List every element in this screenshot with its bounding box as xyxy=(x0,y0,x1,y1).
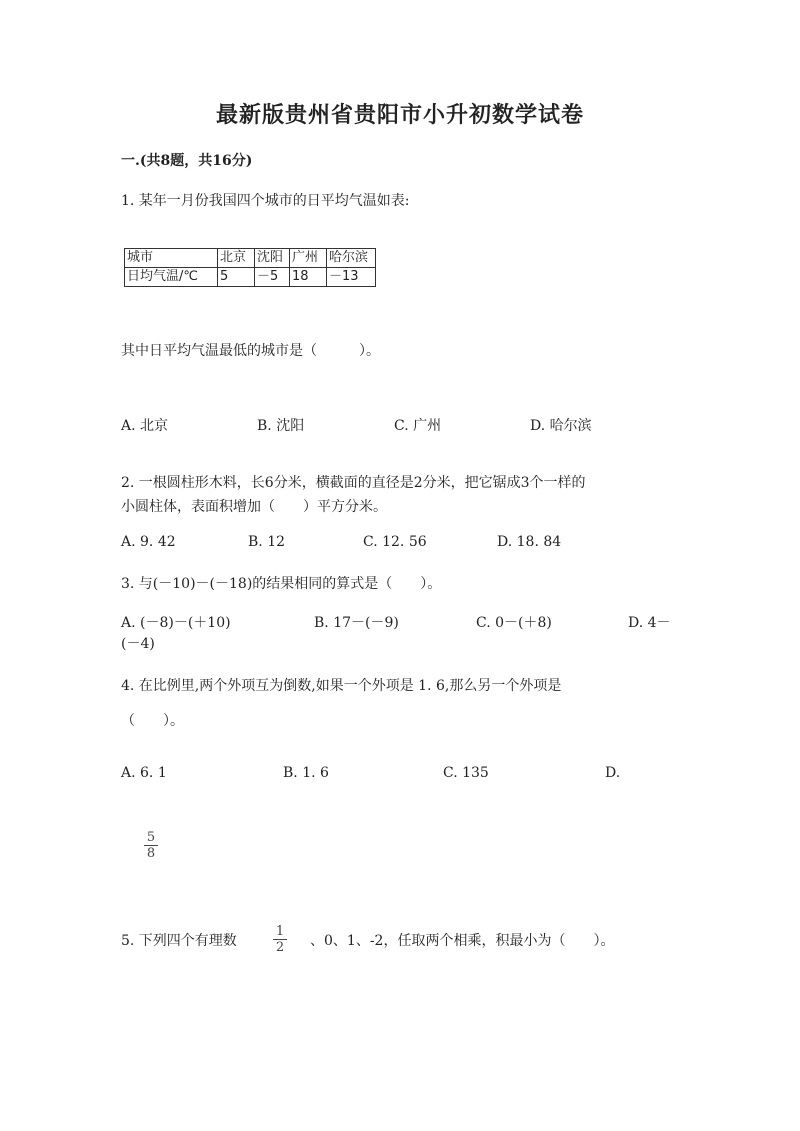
table-cell: 18 xyxy=(290,268,327,287)
q4-option-d-fraction xyxy=(144,831,158,860)
question-2-line-2: 小圆柱体，表面积增加（ ）平方分米。 xyxy=(121,499,387,515)
question-1-prompt: 其中日平均气温最低的城市是（ ）。 xyxy=(121,343,380,359)
table-cell: －5 xyxy=(255,268,290,287)
q3-option-c[interactable]: C. 0－(＋8) xyxy=(476,615,552,631)
question-4-line-2: （ ）。 xyxy=(121,713,184,729)
question-5-fraction xyxy=(273,925,287,954)
table-row xyxy=(125,249,376,268)
q3-option-d-continued: (－4) xyxy=(121,636,155,652)
question-2-line-1: 2. 一根圆柱形木料，长6分米，横截面的直径是2分米，把它锯成3个一样的 xyxy=(121,475,586,491)
table-cell: －13 xyxy=(327,268,376,287)
q4-option-b[interactable]: B. 1. 6 xyxy=(283,765,329,781)
q3-option-b[interactable]: B. 17－(－9) xyxy=(314,615,399,631)
table-cell: 日均气温/℃ xyxy=(125,268,218,287)
question-5-suffix: 、0、1、-2，任取两个相乘，积最小为（ ）。 xyxy=(310,933,615,949)
fraction-numerator: 5 xyxy=(146,830,156,845)
question-3-stem: 3. 与(－10)－(－18)的结果相同的算式是（ ）。 xyxy=(121,576,442,592)
temperature-table xyxy=(124,248,376,287)
table-cell: 广州 xyxy=(290,249,327,268)
fraction-denominator: 8 xyxy=(146,846,156,861)
q1-option-c[interactable]: C. 广州 xyxy=(394,418,442,434)
section-heading: 一.(共8题，共16分) xyxy=(121,153,253,169)
fraction-numerator: 1 xyxy=(275,924,285,939)
table-cell: 北京 xyxy=(218,249,255,268)
q4-option-a[interactable]: A. 6. 1 xyxy=(121,765,167,781)
table-row xyxy=(125,268,376,287)
q1-option-b[interactable]: B. 沈阳 xyxy=(257,418,305,434)
question-4-line-1: 4. 在比例里,两个外项互为倒数,如果一个外项是 1. 6,那么另一个外项是 xyxy=(121,678,562,694)
q4-option-d[interactable]: D. xyxy=(605,765,621,781)
q1-option-a[interactable]: A. 北京 xyxy=(121,418,169,434)
question-1-stem: 1. 某年一月份我国四个城市的日平均气温如表: xyxy=(121,193,410,209)
page-title: 最新版贵州省贵阳市小升初数学试卷 xyxy=(215,102,584,128)
table-cell: 沈阳 xyxy=(255,249,290,268)
question-5-prefix: 5. 下列四个有理数 xyxy=(121,933,237,949)
q2-option-d[interactable]: D. 18. 84 xyxy=(497,534,562,550)
table-cell: 哈尔滨 xyxy=(327,249,376,268)
q2-option-c[interactable]: C. 12. 56 xyxy=(363,534,427,550)
q4-option-c[interactable]: C. 135 xyxy=(443,765,489,781)
q2-option-a[interactable]: A. 9. 42 xyxy=(121,534,176,550)
q1-option-d[interactable]: D. 哈尔滨 xyxy=(530,418,592,434)
table-cell: 5 xyxy=(218,268,255,287)
q3-option-a[interactable]: A. (－8)－(＋10) xyxy=(121,615,231,631)
table-cell: 城市 xyxy=(125,249,218,268)
fraction-denominator: 2 xyxy=(275,940,285,955)
q2-option-b[interactable]: B. 12 xyxy=(248,534,286,550)
q3-option-d[interactable]: D. 4－ xyxy=(628,615,671,631)
